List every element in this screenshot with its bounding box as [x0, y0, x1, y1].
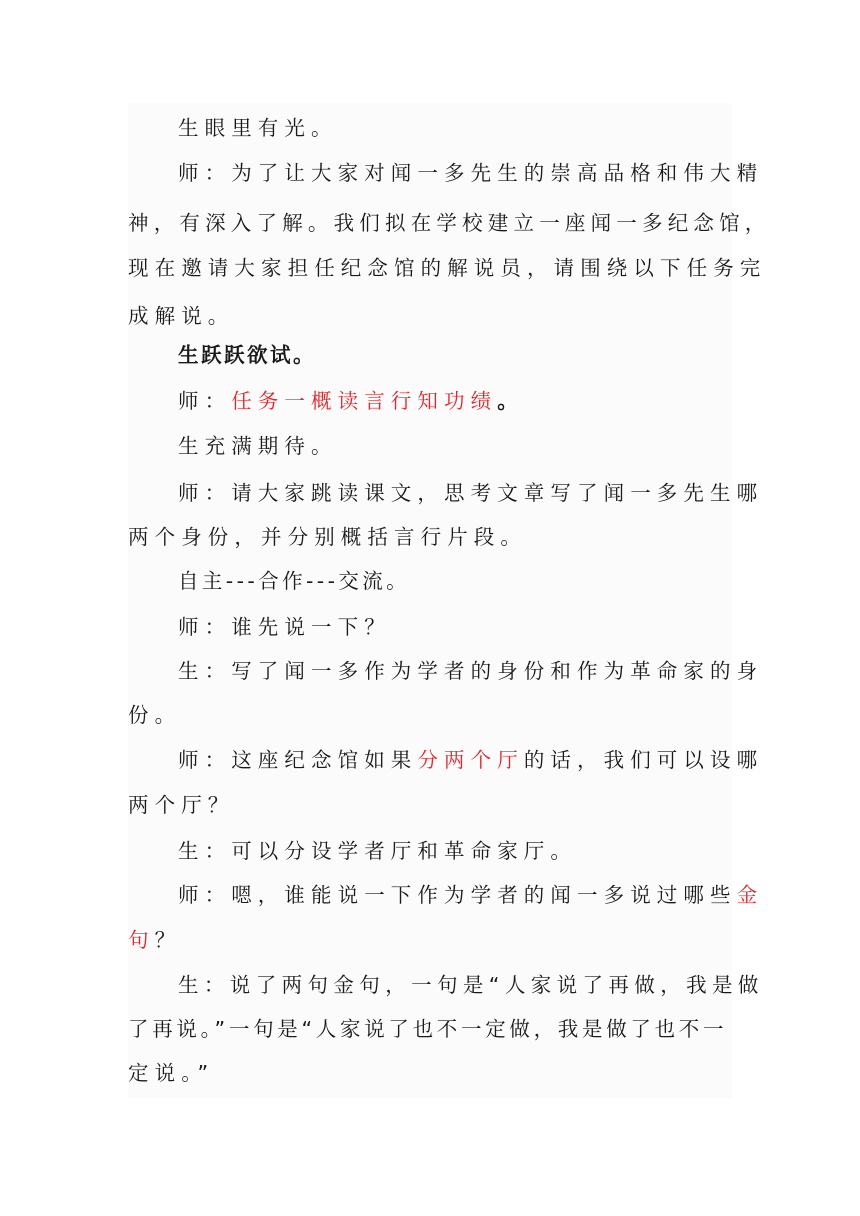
paragraph-line: [128, 920, 732, 960]
highlight-text: 金: [736, 883, 764, 907]
paragraph-line: 两个身份，并分别概括言行片段。: [128, 525, 527, 549]
paragraph-line: 师：请大家跳读课文，思考文章写了闻一多先生哪: [178, 481, 764, 505]
paragraph-line: [128, 740, 764, 780]
highlight-text: 句: [128, 928, 155, 952]
paragraph-line: 生：说了两句金句，一句是“人家说了再做，我是做: [178, 973, 764, 997]
paragraph-line: 定说。”: [128, 1061, 215, 1085]
paragraph-line: 生眼里有光。: [178, 116, 338, 140]
line-text: 师：这座纪念馆如果: [178, 748, 418, 772]
paragraph-line: 师：为了让大家对闻一多先生的崇高品格和伟大精: [178, 161, 764, 185]
paragraph-line: 生跃跃欲试。: [178, 343, 316, 367]
document-body: [128, 103, 771, 1098]
line-text: 。: [497, 389, 521, 413]
paragraph-line: 神，有深入了解。我们拟在学校建立一座闻一多纪念馆，: [128, 211, 771, 235]
line-text: 的话，我们可以设哪: [523, 748, 764, 772]
paragraph-line: 自主---合作---交流。: [178, 569, 411, 593]
paragraph-line: 了再说。”一句是“人家说了也不一定做，我是做了也不一: [128, 1017, 728, 1041]
paragraph-line: 两个厅？: [128, 793, 235, 817]
paragraph-line: 成解说。: [128, 304, 235, 328]
paragraph-line: 份。: [128, 703, 182, 727]
line-text: ？: [154, 928, 182, 952]
line-text: 师：嗯，谁能说一下作为学者的闻一多说过哪些: [178, 883, 737, 907]
highlight-text: 任务一概读言行知功绩: [231, 389, 498, 413]
paragraph-line: 生：可以分设学者厅和革命家厅。: [178, 839, 577, 863]
highlight-text: 分两个厅: [417, 748, 524, 772]
paragraph-line: 生充满期待。: [178, 434, 338, 458]
line-text: 师：: [178, 389, 232, 413]
paragraph-line: 生：写了闻一多作为学者的身份和作为革命家的身: [178, 659, 764, 683]
paragraph-line: [128, 381, 732, 421]
paragraph-line: 现在邀请大家担任纪念馆的解说员，请围绕以下任务完: [128, 256, 767, 280]
paragraph-line: 师：谁先说一下？: [178, 615, 391, 639]
paragraph-line: [128, 875, 764, 915]
